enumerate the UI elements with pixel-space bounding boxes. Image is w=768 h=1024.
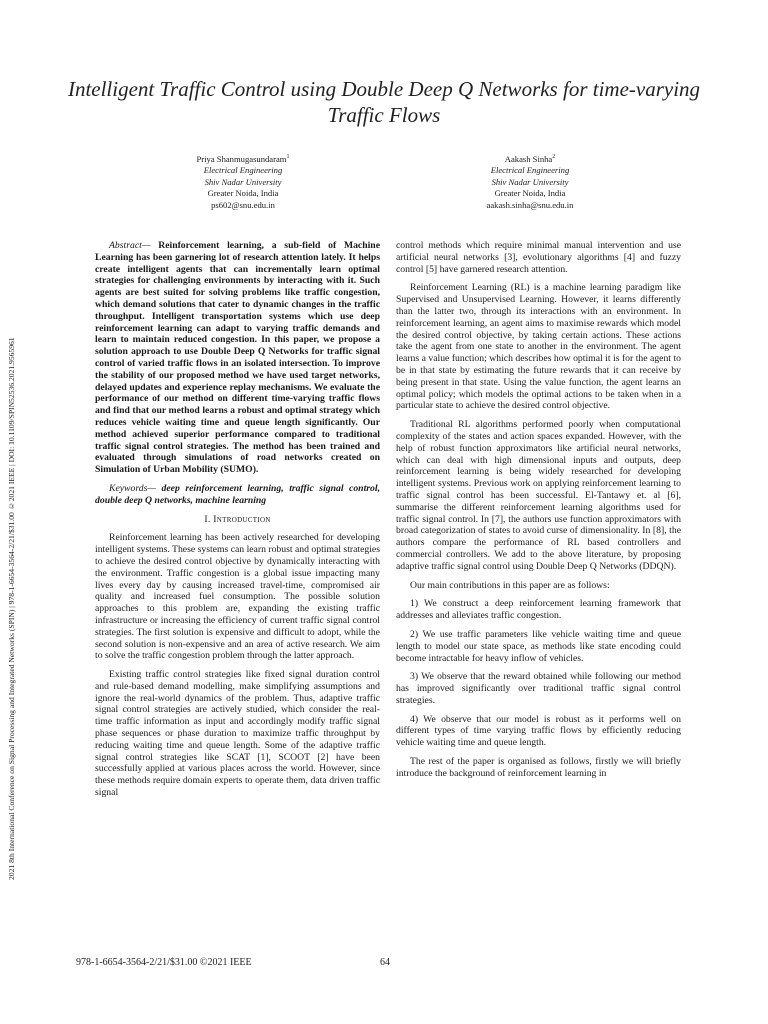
right-column xyxy=(396,240,681,787)
author-email: aakash.sinha@snu.edu.in xyxy=(486,199,574,210)
doi-side-note: 2021 8th International Conference on Signal Processing and Integrated Networks (SPIN) | 978-1-6654-3564-2/21/$31.00 ©2021 IEEE | DOI: 10.1109/SPIN52536.2021.9565961 xyxy=(7,337,16,880)
paper-title: Intelligent Traffic Control using Double Deep Q Networks for time-varying Traffic Flows xyxy=(67,77,701,127)
paragraph: The rest of the paper is organised as follows, firstly we will briefly introduce the background of reinforcement learning in xyxy=(396,756,681,779)
abstract-text: Reinforcement learning, a sub-field of Machine Learning has been garnering lot of research attention lately. It helps create intelligent agents that can incrementally learn optimal strategies for challenging environments by interacting with it. Such agents are best suited for solving problems like traffic congestion, which demand solutions that cater to dynamic changes in the traffic throughput. Intelligent transportation systems which use deep reinforcement learning can adapt to varying traffic demands and learn to maintain reduced congestion. In this paper, we propose a solution approach to use Double Deep Q Networks for traffic signal control of varied traffic flows in an isolated intersection. To improve the stability of our proposed method we have used target networks, delayed updates and experience replay mechanisms. We evaluate the performance of our method on different time-varying traffic flows and find that our method learns a robust and optimal strategy which reduces vehicle waiting time and queue length significantly. Our method achieved superior performance compared to traditional traffic signal control strategies. The method has been trained and evaluated through simulations of road networks created on Simulation of Urban Mobility (SUMO). xyxy=(95,240,380,476)
contribution-item: 2) We use traffic parameters like vehicle waiting time and queue length to model our state space, as methods like state encoding could become intractable for heavy inflow of vehicles. xyxy=(396,628,681,664)
keywords xyxy=(95,483,380,507)
author-dept: Electrical Engineering xyxy=(490,165,570,176)
author-univ: Shiv Nadar University xyxy=(204,176,282,187)
keywords-label: Keywords— xyxy=(109,482,157,494)
paragraph: Existing traffic control strategies like fixed signal duration control and rule-based demand modelling, make simplifying assumptions and ignore the real-world dynamics of the problem. Thus, adaptive traffic signal control strategies are actively studied, which consider the real-time traffic information as input and accordingly modify traffic signal phase sequences or phase duration to maximize traffic throughput by reducing waiting time and queue length. Some of the adaptive traffic signal control strategies like SCAT [1], SCOOT [2] have been successfully applied at various places across the world. However, since these methods require domain experts to operate them, data driven traffic signal xyxy=(95,669,380,799)
author-city: Greater Noida, India xyxy=(494,188,566,199)
abstract-label: Abstract— xyxy=(109,240,151,251)
paragraph: Traditional RL algorithms performed poorly when computational complexity of the states and action spaces expanded. However, with the help of robust function approximators like artificial neural networks, which can deal with high dimensional inputs and outputs, deep reinforcement learning is being widely researched for developing intelligent systems. Previous work on applying reinforcement learning to traffic signal control has been successful. El-Tantawy et. al [6], summarise the different reinforcement learning algorithms used for traffic signal control. In [7], the authors use function approximators with broad categorization of states to avoid curse of dimensionality. In [8], the authors compare the performance of RL based controllers and commercial controllers. We add to the above literature, by proposing adaptive traffic signal control using Double Deep Q Networks (DDQN). xyxy=(396,419,681,572)
contribution-item: 1) We construct a deep reinforcement learning framework that addresses and alleviates traffic congestion. xyxy=(396,598,681,622)
paragraph: Reinforcement Learning (RL) is a machine learning paradigm like Supervised and Unsupervised Learning. However, it learns differently than the latter two, through its interactions with an environment. In reinforcement learning, an agent aims to maximise rewards which model the desired control objective, by taking certain actions. These actions take the agent from one state to another in the environment. The agent learns a value function; which describes how optimal it is for the agent to be in that state by estimating the future rewards that it can receive by being present in that state. Using the value function, the agent learns an optimal policy; which models the optimal actions to be taken when in a particular state to achieve the desired control objective. xyxy=(396,282,681,412)
keywords-text: deep reinforcement learning, traffic signal control, double deep Q networks, machine learning xyxy=(95,482,380,506)
section-heading-introduction: I. Introduction xyxy=(204,513,271,525)
contribution-item: 4) We observe that our model is robust as it performs well on different types of time varying traffic flows by efficiently reducing vehicle waiting time and queue length. xyxy=(396,713,681,749)
contribution-item: 3) We observe that the reward obtained while following our method has improved significantly over traditional traffic signal control strategies. xyxy=(396,671,681,706)
paragraph: Our main contributions in this paper are as follows: xyxy=(410,579,610,591)
paragraph: Reinforcement learning has been actively researched for developing intelligent systems. These systems can learn robust and optimal strategies to achieve the desired control objective by dynamically interacting with the environment. Traffic congestion is a global issue impacting many lives every day by causing increased travel-time, compromised air quality and increased fuel consumption. The possible solution approaches to this problem are, expanding the existing traffic infrastructure or increasing the efficiency of current traffic signal control strategies. The first solution is expensive and difficult to adopt, while the second solution is non-expensive and an area of active research. We aim to solve the traffic congestion problem through the latter approach. xyxy=(95,532,381,662)
author-block-1 xyxy=(143,152,343,211)
left-column xyxy=(95,240,380,806)
abstract xyxy=(95,240,380,476)
author-name: Priya Shanmugasundaram$^1$ xyxy=(196,153,290,164)
author-block-2 xyxy=(430,152,630,211)
author-email: ps602@snu.edu.in xyxy=(211,199,275,210)
author-dept: Electrical Engineering xyxy=(203,165,283,176)
page-number: 64 xyxy=(380,957,390,968)
author-univ: Shiv Nadar University xyxy=(491,176,569,187)
author-city: Greater Noida, India xyxy=(207,188,279,199)
footer-isbn: 978-1-6654-3564-2/21/$31.00 ©2021 IEEE xyxy=(76,957,252,968)
paragraph: control methods which require minimal manual intervention and use artificial neural networks [3], evolutionary algorithms [4] and fuzzy control [5] have garnered research attention. xyxy=(396,240,681,275)
author-name: Aakash Sinha$^2$ xyxy=(504,153,556,164)
